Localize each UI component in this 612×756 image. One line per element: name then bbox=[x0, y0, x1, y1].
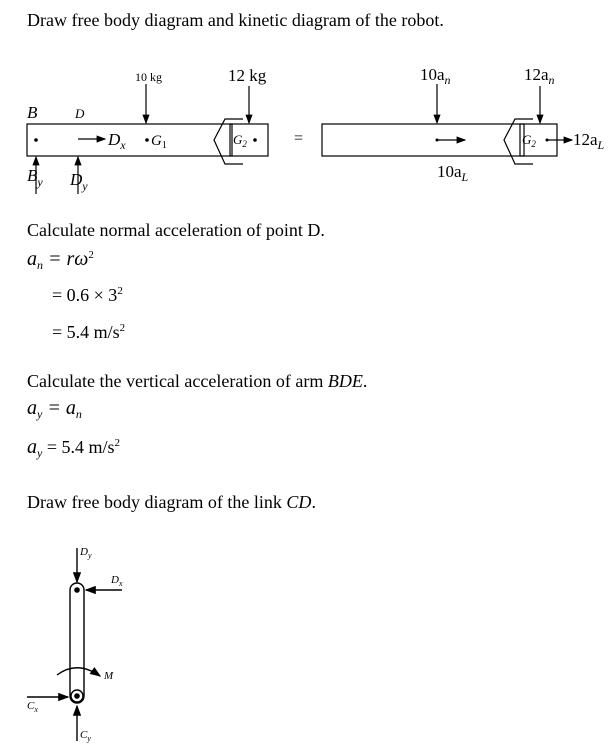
robot-kd bbox=[322, 84, 572, 164]
link-cd bbox=[70, 583, 84, 703]
step1-heading: Calculate normal acceleration of point D. bbox=[27, 220, 325, 240]
step2-heading: Calculate the vertical acceleration of arm BDE. bbox=[27, 371, 368, 391]
step1-eq1: $a_n = r\omega^2$ bbox=[27, 248, 94, 272]
kd-g2-label: $G_2$ bbox=[522, 132, 536, 149]
step3-heading: Draw free body diagram of the link CD. bbox=[27, 492, 316, 512]
moment-arc bbox=[57, 668, 100, 676]
point-b-label: B bbox=[27, 103, 38, 122]
dy-label: $D_y$ bbox=[70, 170, 88, 193]
point-d-label: D bbox=[75, 106, 85, 121]
heading-fbd-robot: Draw free body diagram and kinetic diagram of the robot. bbox=[27, 10, 444, 30]
mass1-label: 10 kg bbox=[135, 70, 162, 84]
kd-10al: $10a_L$ bbox=[437, 162, 469, 184]
link-cd-fbd bbox=[27, 548, 122, 741]
by-label: $B_y$ bbox=[27, 166, 43, 189]
step1-eq2: = $0.6 \times 3^2$ bbox=[52, 285, 123, 305]
link-m-label: M bbox=[104, 670, 114, 682]
link-dy-label: $D_y$ bbox=[80, 546, 92, 560]
dx-label: $D_x$ bbox=[108, 130, 126, 152]
step2-eq2: $a_y = 5.4$ $m/s^2$ bbox=[27, 436, 120, 460]
g2-label: $G_2$ bbox=[233, 132, 247, 149]
mass2-label: 12 kg bbox=[228, 66, 267, 85]
link-cy-label: $C_y$ bbox=[80, 729, 91, 743]
g1-label: $G_1$ bbox=[151, 133, 167, 151]
step2-eq1: $a_y = a_n$ bbox=[27, 397, 82, 421]
equals-sign: = bbox=[294, 130, 304, 147]
kd-12al: $12a_L$ bbox=[573, 130, 605, 152]
step1-eq3: = 5.4 $m/s^2$ bbox=[52, 322, 126, 342]
link-cx-label: $C_x$ bbox=[27, 700, 38, 714]
arm-bde bbox=[27, 124, 232, 156]
kd-12an: $12a_n$ bbox=[524, 65, 555, 87]
link-dx-label: $D_x$ bbox=[111, 574, 123, 588]
kd-10an: $10a_n$ bbox=[420, 65, 451, 87]
